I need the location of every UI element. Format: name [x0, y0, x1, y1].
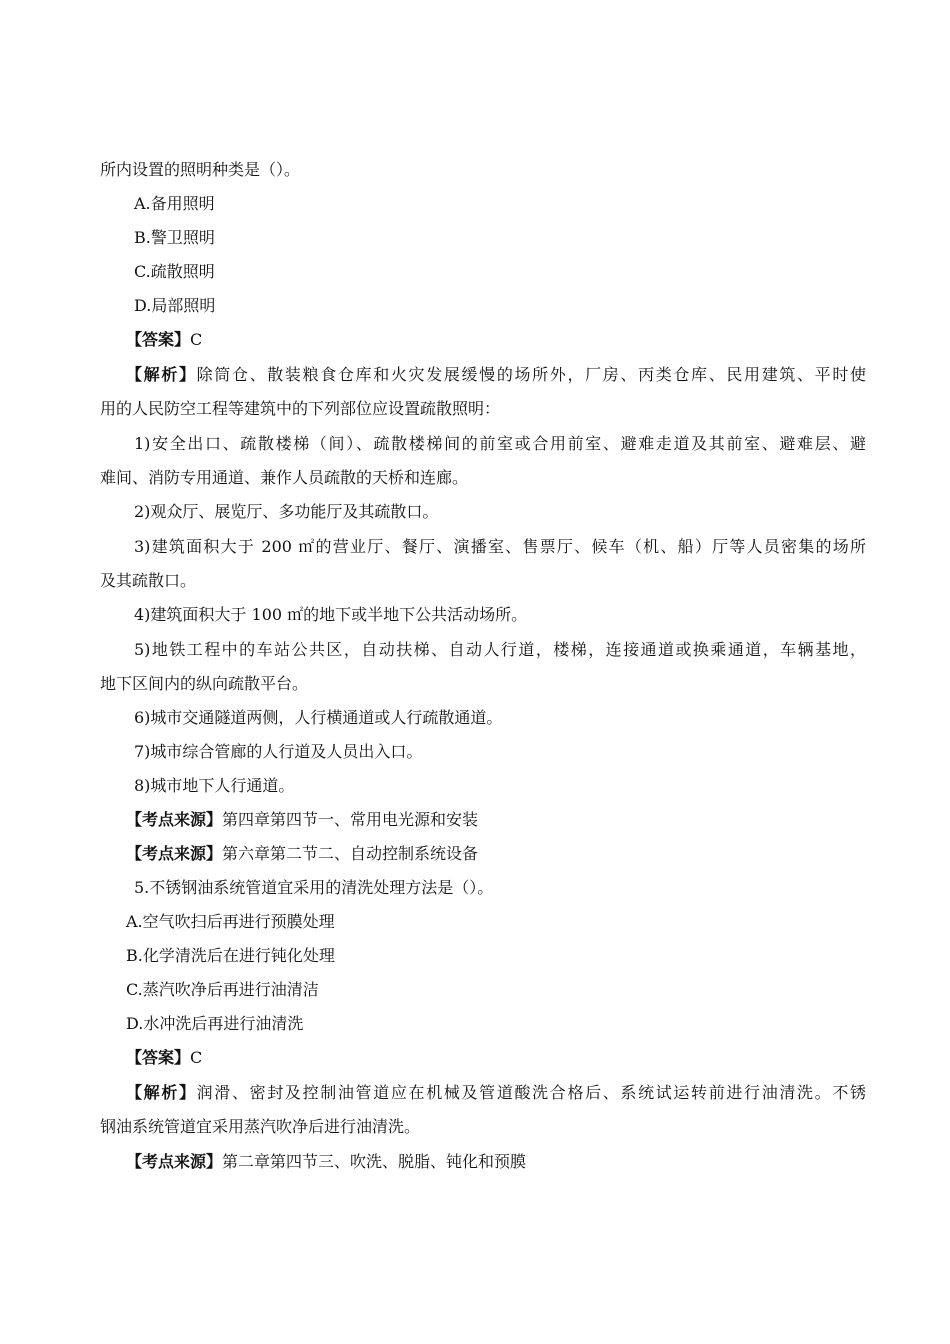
q4-option-b: B.警卫照明	[134, 228, 215, 247]
q4-analysis-line-2: 用的人民防空工程等建筑中的下列部位应设置疏散照明：	[100, 399, 501, 418]
q4-option-d: D.局部照明	[134, 296, 216, 315]
q4-item-5-line-1: 5)地铁工程中的车站公共区，自动扶梯、自动人行道，楼梯，连接通道或换乘通道，车辆基地，	[134, 640, 866, 659]
q5-source: 【考点来源】第二章第四节三、吹洗、脱脂、钝化和预膜	[126, 1152, 527, 1171]
q4-item-1-line-2: 难间、消防专用通道、兼作人员疏散的天桥和连廊。	[100, 468, 469, 487]
q4-item-5-line-2: 地下区间内的纵向疏散平台。	[100, 674, 309, 693]
q4-answer: 【答案】C	[126, 330, 203, 349]
q5-option-a: A.空气吹扫后再进行预膜处理	[126, 912, 335, 931]
q5-answer: 【答案】C	[126, 1048, 203, 1067]
q4-item-2: 2)观众厅、展览厅、多功能厅及其疏散口。	[134, 502, 439, 521]
q4-item-7: 7)城市综合管廊的人行道及人员出入口。	[134, 742, 423, 761]
q4-source-1: 【考点来源】第四章第四节一、常用电光源和安装	[126, 810, 479, 829]
q4-option-a: A.备用照明	[134, 194, 215, 213]
q5-option-b: B.化学清洗后在进行钝化处理	[126, 946, 335, 965]
question-5-stem: 5.不锈钢油系统管道宜采用的清洗处理方法是（）。	[134, 878, 494, 897]
q5-option-d: D.水冲洗后再进行油清洗	[126, 1014, 304, 1033]
q4-item-3-line-2: 及其疏散口。	[100, 571, 197, 590]
question-4-stem-tail: 所内设置的照明种类是（）。	[100, 160, 301, 179]
q5-analysis-line-2: 钢油系统管道宜采用蒸汽吹净后进行油清洗。	[100, 1117, 421, 1136]
q4-item-1-line-1: 1)安全出口、疏散楼梯（间）、疏散楼梯间的前室或合用前室、避难走道及其前室、避难层、避	[134, 434, 866, 453]
q5-analysis-line-1: 【解析】润滑、密封及控制油管道应在机械及管道酸洗合格后、系统试运转前进行油清洗。不锈	[126, 1083, 866, 1102]
q4-source-2: 【考点来源】第六章第二节二、自动控制系统设备	[126, 844, 479, 863]
q4-item-6: 6)城市交通隧道两侧，人行横通道或人行疏散通道。	[134, 708, 503, 727]
q4-item-8: 8)城市地下人行通道。	[134, 776, 295, 795]
q4-option-c: C.疏散照明	[134, 262, 215, 281]
q4-item-3-line-1: 3)建筑面积大于 200 ㎡的营业厅、餐厅、演播室、售票厅、候车（机、船）厅等人员密集的场所	[134, 537, 866, 556]
q5-option-c: C.蒸汽吹净后再进行油清洁	[126, 980, 319, 999]
q4-analysis-line-1: 【解析】除筒仓、散装粮食仓库和火灾发展缓慢的场所外，厂房、丙类仓库、民用建筑、平时使	[126, 365, 866, 384]
q4-item-4: 4)建筑面积大于 100 ㎡的地下或半地下公共活动场所。	[134, 605, 528, 624]
